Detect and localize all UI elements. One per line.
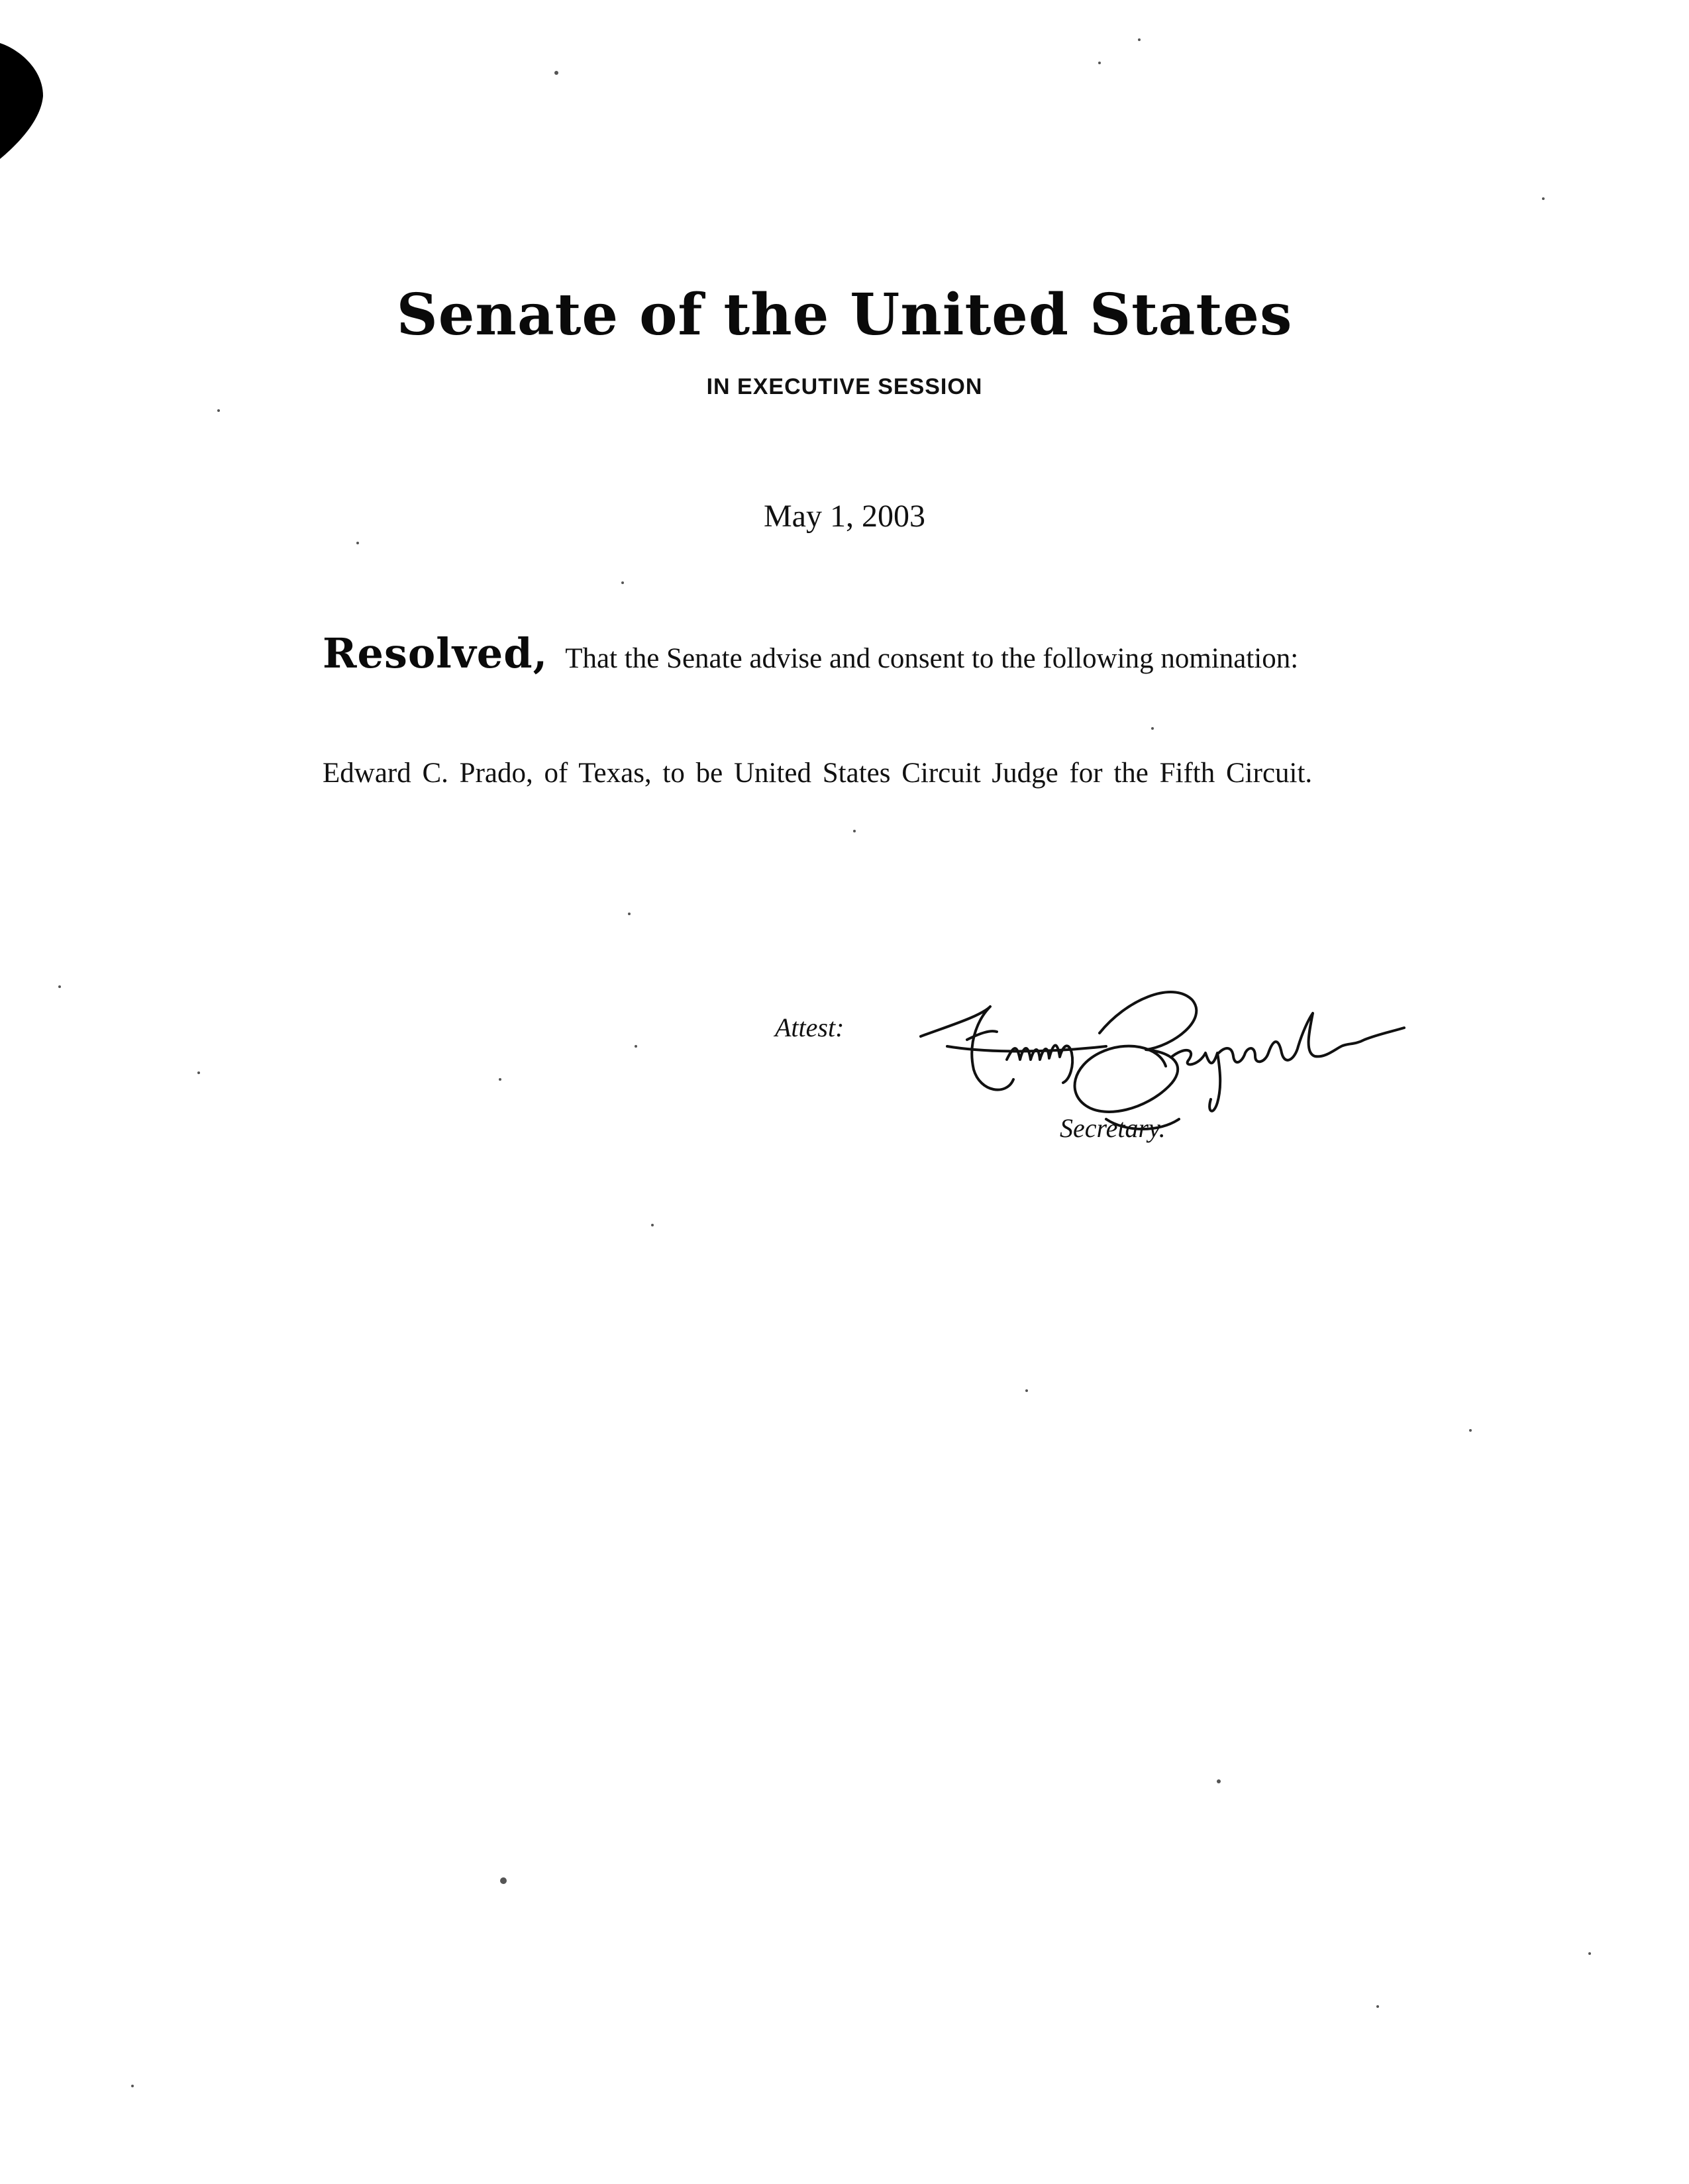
document-date: May 1, 2003: [764, 499, 925, 534]
session-label: IN EXECUTIVE SESSION: [706, 374, 983, 399]
nomination-paragraph: Edward C. Prado, of Texas, to be United States Circuit Judge for the Fifth Circuit.: [323, 758, 1313, 789]
document-title: Senate of the United States: [396, 281, 1293, 348]
attest-label: Attest:: [775, 1013, 844, 1042]
secretary-title: Secretary.: [1060, 1113, 1166, 1143]
resolution-line: [323, 629, 1415, 677]
scan-corner-mark: [0, 36, 46, 162]
resolved-word: Resolved,: [323, 629, 548, 677]
resolution-text: That the Senate advise and consent to the following nomination:: [565, 643, 1299, 674]
